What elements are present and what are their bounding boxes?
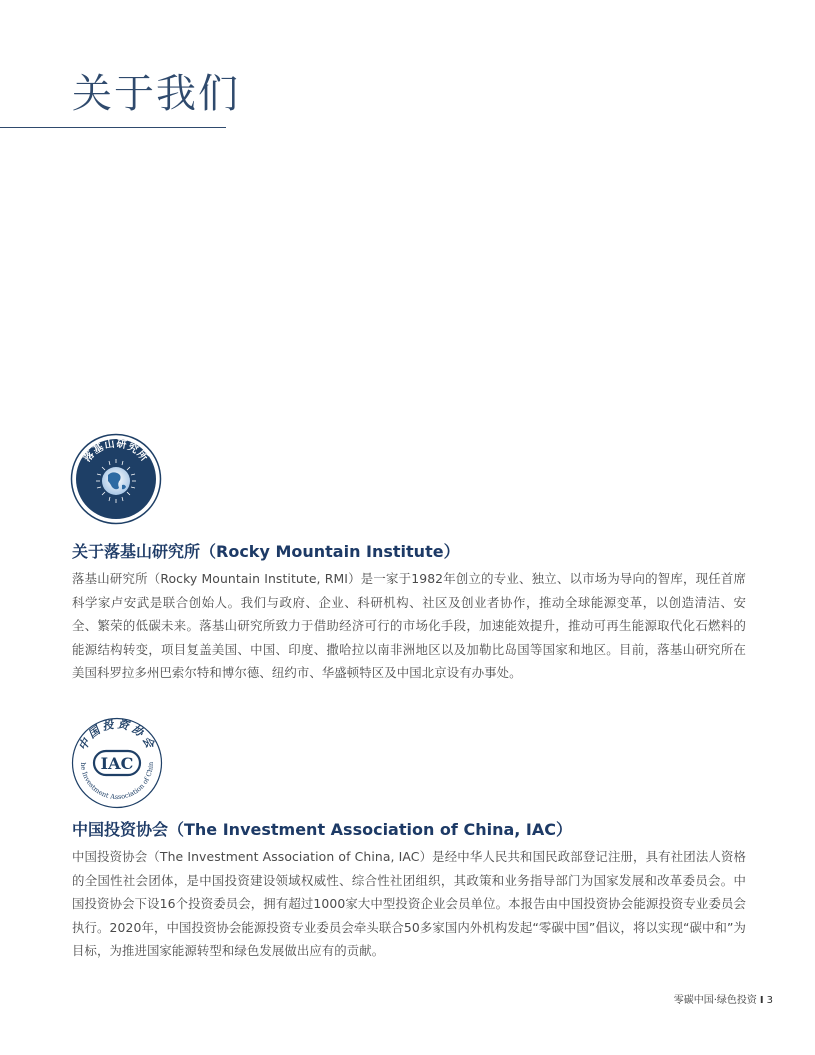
- rmi-logo-text: 落基山研究所: [82, 438, 150, 465]
- iac-logo-graphic: [71, 717, 163, 809]
- footer-page-number: 3: [766, 995, 773, 1006]
- iac-logo-bottom-text: he Investment Association of Chin: [78, 761, 156, 802]
- title-underline: [0, 127, 226, 128]
- footer-report-name: 零碳中国·绿色投资: [673, 995, 757, 1006]
- footer-separator: I: [759, 995, 764, 1006]
- rmi-logo-graphic: [70, 433, 162, 525]
- rmi-logo: [70, 433, 162, 525]
- page-footer: [674, 994, 773, 1008]
- rmi-heading: 关于落基山研究所（Rocky Mountain Institute）: [72, 542, 460, 561]
- iac-logo-center-text: IAC: [100, 754, 134, 773]
- page-title: 关于我们: [72, 71, 240, 117]
- iac-logo-top-text: 中国投资协会: [76, 717, 158, 753]
- iac-description: 中国投资协会（The Investment Association of China, IAC）是经中华人民共和国民政部登记注册，具有社团法人资格的全国性社会团体，是中国投资建设领域权威性、综合性社团组织，其政策和业务指导部门为国家发展和改革委员会。中国投资协会下设16个投资委员会，拥有超过1000家大中型投资企业会员单位。本报告由中国投资协会能源投资专业委员会执行。2020年，中国投资协会能源投资专业委员会牵头联合50多家国内外机构发起“零碳中国”倡议，将以实现“碳中和”为目标，为推进国家能源转型和绿色发展做出应有的贡献。: [72, 849, 746, 959]
- rmi-description: 落基山研究所（Rocky Mountain Institute, RMI）是一家于1982年创立的专业、独立、以市场为导向的智库，现任首席科学家卢安武是联合创始人。我们与政府、企业、科研机构、社区及创业者协作，推动全球能源变革，以创造清洁、安全、繁荣的低碳未来。落基山研究所致力于借助经济可行的市场化手段，加速能效提升，推动可再生能源取代化石燃料的能源结构转变，项目复盖美国、中国、印度、撒哈拉以南非洲地区以及加勒比岛国等国家和地区。目前，落基山研究所在美国科罗拉多州巴索尔特和博尔德、纽约市、华盛顿特区及中国北京设有办事处。: [72, 571, 746, 681]
- iac-heading: 中国投资协会（The Investment Association of China, IAC）: [72, 820, 572, 839]
- iac-logo: [71, 717, 163, 809]
